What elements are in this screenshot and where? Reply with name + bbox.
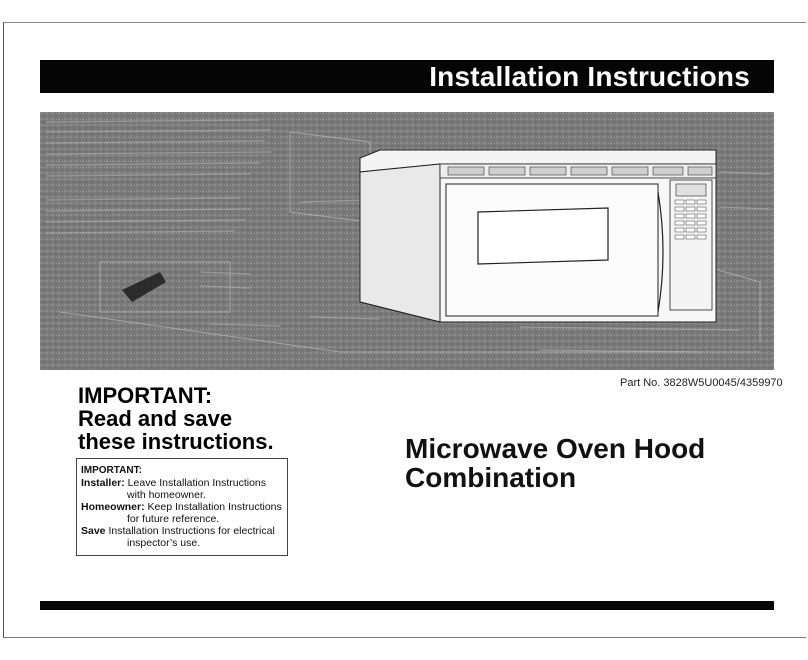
part-number: Part No. 3828W5U0045/4359970 (620, 377, 783, 389)
installer-text: Leave Installation Instructions (124, 477, 267, 489)
page-title: Installation Instructions (429, 61, 750, 92)
important-line-3: these instructions. (78, 429, 274, 454)
save-label: Save (81, 525, 106, 537)
save-text: Installation Instructions for electrical (105, 525, 275, 537)
notice-save (81, 525, 287, 537)
title-bar (40, 60, 774, 93)
homeowner-label: Homeowner: (81, 501, 145, 513)
homeowner-text: Keep Installation Instructions (144, 501, 282, 513)
product-title (405, 434, 765, 492)
page-edge-bottom (3, 637, 806, 638)
page-edge-left (3, 22, 4, 637)
hero-image (40, 112, 774, 370)
important-heading (78, 384, 338, 453)
notice-homeowner (81, 501, 287, 513)
product-title-line-1: Microwave Oven Hood (405, 433, 706, 464)
important-line-2: Read and save (78, 406, 233, 431)
installer-text-cont: with homeowner. (127, 489, 206, 501)
notice-installer (81, 477, 287, 489)
bottom-rule (40, 601, 774, 610)
microwave-oven-hood-illustration-icon (40, 112, 774, 370)
installer-label: Installer: (81, 477, 125, 489)
important-notice-box (76, 458, 288, 556)
product-title-line-2: Combination (405, 462, 577, 493)
save-text-cont: inspector’s use. (127, 537, 201, 549)
homeowner-text-cont: for future reference. (127, 513, 220, 525)
important-line-1: IMPORTANT: (78, 383, 213, 408)
notice-heading: IMPORTANT: (81, 465, 142, 476)
page-edge-top (3, 22, 806, 23)
